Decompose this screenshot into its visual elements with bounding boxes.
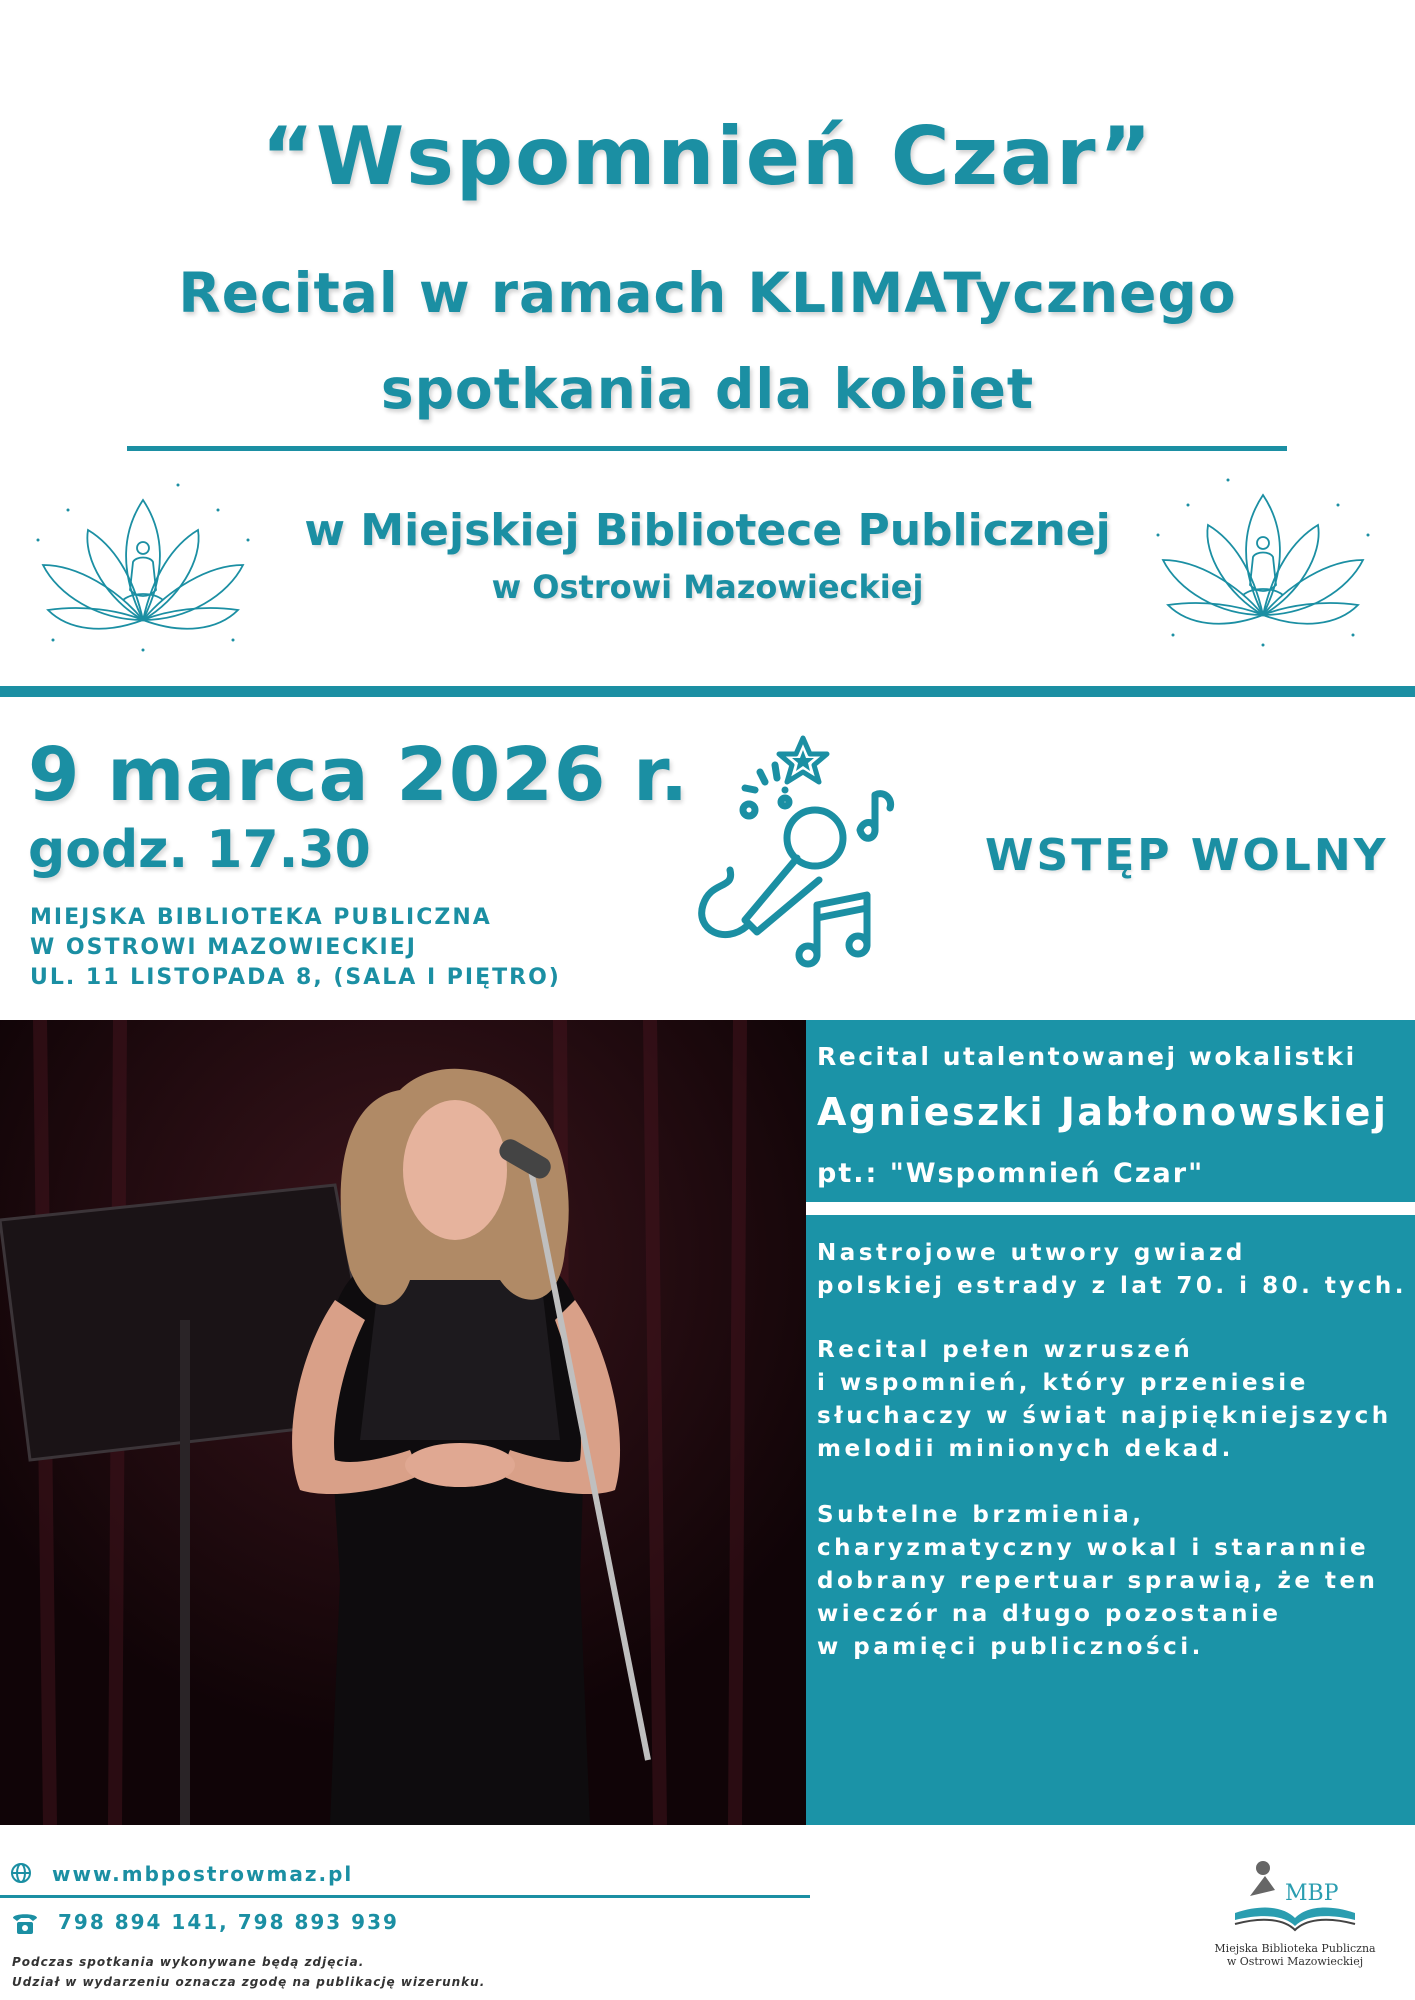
recital-intro: Recital utalentowanej wokalistki <box>817 1042 1357 1071</box>
description-line: dobrany repertuar sprawią, że ten <box>817 1568 1379 1594</box>
event-title: “Wspomnień Czar” <box>261 110 1154 203</box>
venue-line-2: w Ostrowi Mazowieckiej <box>491 568 924 606</box>
logo-caption-line-1: Miejska Biblioteka Publiczna <box>1214 1942 1376 1955</box>
globe-icon <box>10 1862 32 1884</box>
logo-text: MBP <box>1285 1881 1339 1906</box>
address-line-3: UL. 11 LISTOPADA 8, (SALA I PIĘTRO) <box>30 965 561 990</box>
description-line: słuchaczy w świat najpiękniejszych <box>817 1403 1392 1429</box>
venue-line-1: w Miejskiej Bibliotece Publicznej <box>304 505 1111 556</box>
address-line-2: W OSTROWI MAZOWIECKIEJ <box>30 935 417 960</box>
library-logo <box>1225 1858 1365 1938</box>
top-divider <box>127 446 1287 451</box>
subtitle-line-1: Recital w ramach KLIMATycznego <box>178 261 1237 325</box>
logo-caption <box>1190 1942 1400 1968</box>
description-line: Subtelne brzmienia, <box>817 1502 1145 1528</box>
lotus-meditation-icon <box>1148 475 1378 650</box>
performer-photo <box>0 1020 806 1825</box>
description-line: wieczór na długo pozostanie <box>817 1601 1282 1627</box>
description-line: w pamięci publiczności. <box>817 1634 1204 1660</box>
address-line-1: MIEJSKA BIBLIOTEKA PUBLICZNA <box>30 905 492 930</box>
description-line: Nastrojowe utwory gwiazd <box>817 1240 1246 1266</box>
subtitle-line-2: spotkania dla kobiet <box>380 357 1035 421</box>
event-date: 9 marca 2026 r. <box>28 732 690 818</box>
description-line: Recital pełen wzruszeń <box>817 1337 1194 1363</box>
logo-caption-line-2: w Ostrowi Mazowieckiej <box>1226 1955 1364 1968</box>
description-line: polskiej estrady z lat 70. i 80. tych. <box>817 1273 1408 1299</box>
microphone-music-icon <box>685 730 925 980</box>
event-subtitle <box>0 245 1415 437</box>
performer-name: Agnieszki Jabłonowskiej <box>817 1090 1389 1134</box>
description-line: i wspomnień, który przeniesie <box>817 1370 1309 1396</box>
program-title: pt.: "Wspomnień Czar" <box>817 1158 1205 1189</box>
phone-numbers[interactable]: 798 894 141, 798 893 939 <box>58 1910 399 1934</box>
website-link[interactable]: www.mbpostrowmaz.pl <box>52 1862 354 1886</box>
description-line: melodii minionych dekad. <box>817 1436 1234 1462</box>
description-line: charyzmatyczny wokal i starannie <box>817 1535 1370 1561</box>
admission-text: WSTĘP WOLNY <box>985 830 1389 881</box>
footer-divider <box>0 1895 810 1898</box>
photo-notice-line-1: Podczas spotkania wykonywane będą zdjęcia. <box>12 1955 365 1969</box>
event-time: godz. 17.30 <box>28 820 371 880</box>
section-divider <box>0 686 1415 697</box>
phone-icon <box>10 1910 40 1936</box>
photo-notice-line-2: Udział w wydarzeniu oznacza zgodę na publikację wizerunku. <box>12 1975 486 1989</box>
